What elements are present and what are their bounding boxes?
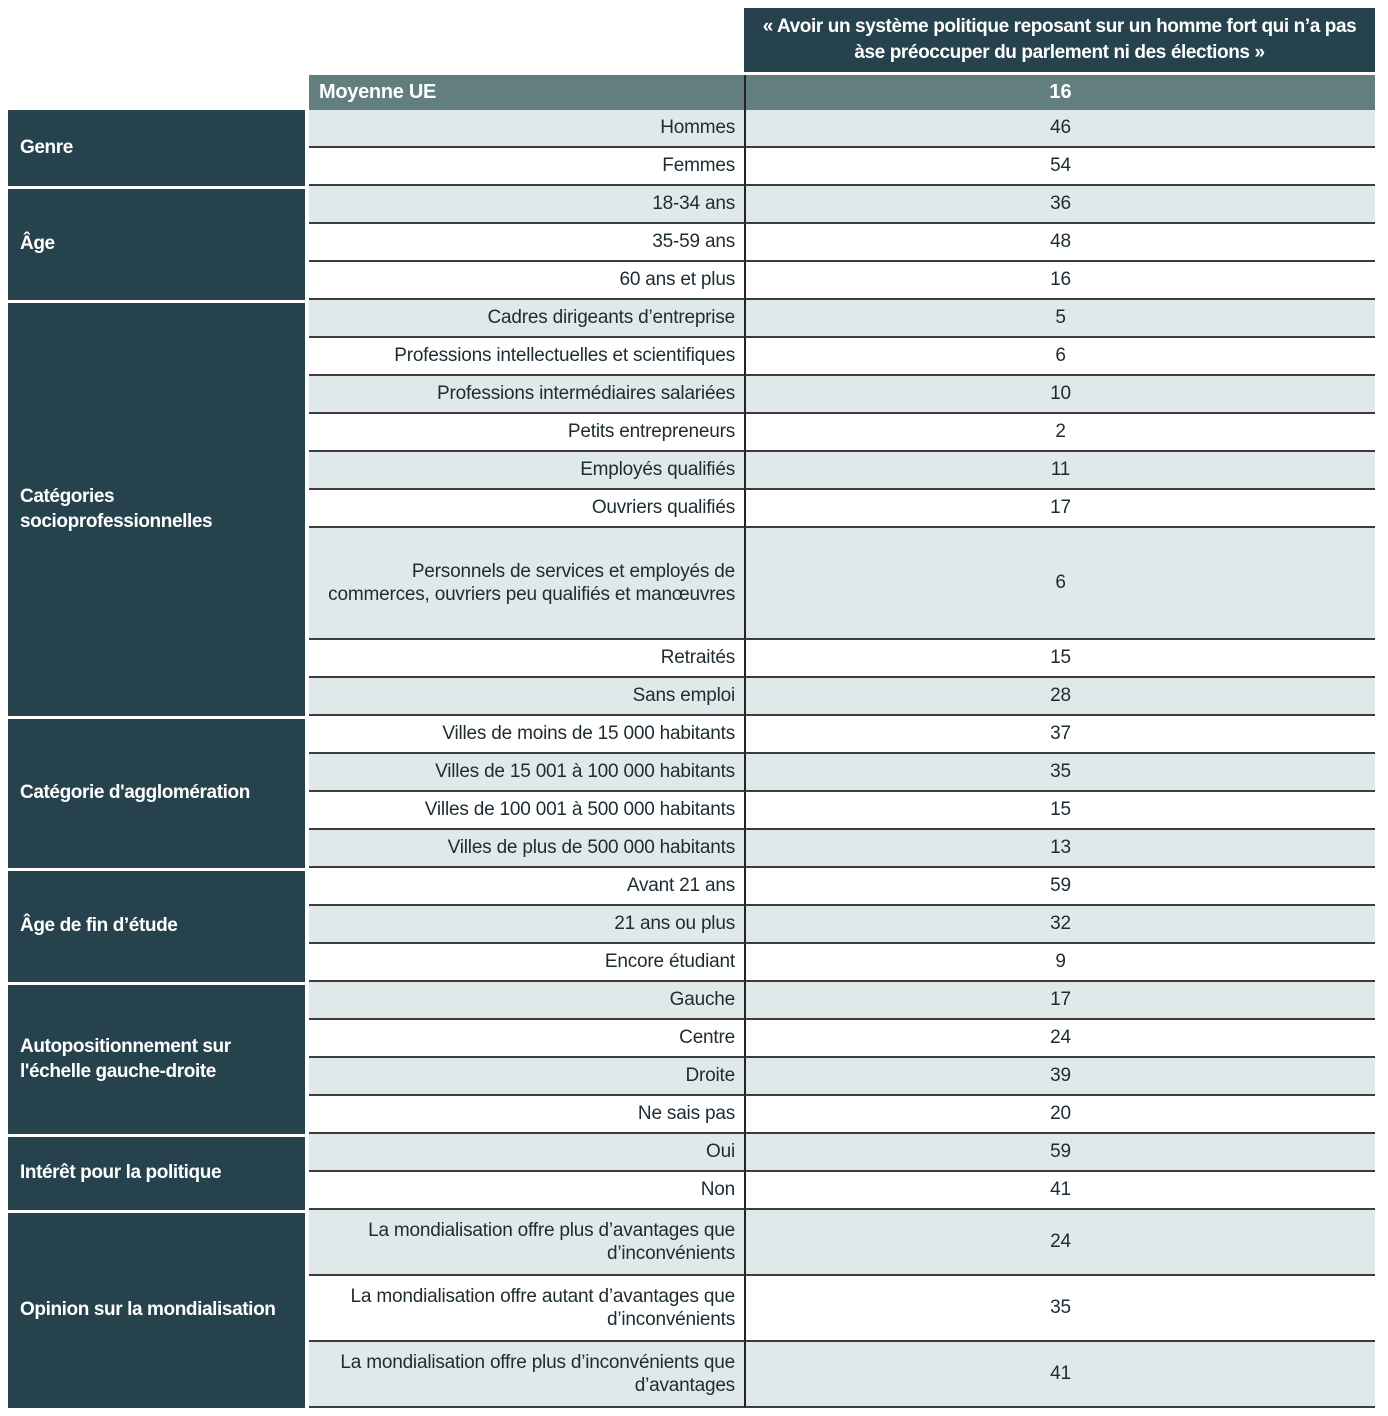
row-value: 35: [744, 754, 1375, 792]
category-column: [8, 110, 305, 1408]
table-row: [309, 982, 1375, 1020]
row-value: 46: [744, 110, 1375, 148]
survey-table: [8, 8, 1388, 1408]
row-value: 35: [744, 1276, 1375, 1342]
category-block: [8, 110, 305, 186]
row-label: Gauche: [309, 982, 744, 1020]
average-label: Moyenne UE: [309, 75, 744, 110]
table-row: [309, 792, 1375, 830]
table-row: [309, 1020, 1375, 1058]
row-value: 15: [744, 792, 1375, 830]
header-spacer: [309, 8, 744, 75]
table-row: [309, 1058, 1375, 1096]
row-value: 15: [744, 640, 1375, 678]
table-row: [309, 868, 1375, 906]
table-row: [309, 300, 1375, 338]
row-label: Retraités: [309, 640, 744, 678]
table-row: [309, 338, 1375, 376]
row-label: Oui: [309, 1134, 744, 1172]
row-label: La mondialisation offre autant d’avantages que d’inconvénients: [309, 1276, 744, 1342]
row-label: Centre: [309, 1020, 744, 1058]
row-value: 36: [744, 186, 1375, 224]
table-row: [309, 452, 1375, 490]
row-value: 24: [744, 1210, 1375, 1276]
average-row: [309, 75, 1375, 110]
row-value: 13: [744, 830, 1375, 868]
row-label: Employés qualifiés: [309, 452, 744, 490]
row-value: 17: [744, 982, 1375, 1020]
row-label: Villes de 15 001 à 100 000 habitants: [309, 754, 744, 792]
row-value: 54: [744, 148, 1375, 186]
average-value: 16: [744, 75, 1375, 110]
row-label: Ne sais pas: [309, 1096, 744, 1134]
table-row: [309, 944, 1375, 982]
row-value: 9: [744, 944, 1375, 982]
table-row: [309, 186, 1375, 224]
header-row: [309, 8, 1375, 75]
row-label: Femmes: [309, 148, 744, 186]
table-row: [309, 110, 1375, 148]
row-label: Sans emploi: [309, 678, 744, 716]
row-value: 6: [744, 338, 1375, 376]
row-label: Petits entrepreneurs: [309, 414, 744, 452]
row-value: 16: [744, 262, 1375, 300]
row-label: Hommes: [309, 110, 744, 148]
row-label: Ouvriers qualifiés: [309, 490, 744, 528]
table-row: [309, 490, 1375, 528]
row-value: 41: [744, 1172, 1375, 1210]
row-label: Professions intellectuelles et scientifiques: [309, 338, 744, 376]
table-row: [309, 640, 1375, 678]
row-value: 39: [744, 1058, 1375, 1096]
row-value: 11: [744, 452, 1375, 490]
table-row: [309, 1096, 1375, 1134]
category-block: [8, 868, 305, 982]
quote-text: « Avoir un système politique reposant sur un homme fort qui n’a pas àse préoccuper du parlement ni des élections »: [762, 16, 1357, 63]
row-label: Professions intermédiaires salariées: [309, 376, 744, 414]
data-columns: [309, 8, 1375, 1408]
table-row: [309, 1342, 1375, 1408]
row-value: 28: [744, 678, 1375, 716]
category-label: Autopositionnement sur l'échelle gauche-droite: [20, 1036, 231, 1082]
table-row: [309, 414, 1375, 452]
table-row: [309, 528, 1375, 640]
table-row: [309, 1276, 1375, 1342]
row-label: La mondialisation offre plus d’avantages que d’inconvénients: [309, 1210, 744, 1276]
row-label: Droite: [309, 1058, 744, 1096]
row-label: 18-34 ans: [309, 186, 744, 224]
row-value: 10: [744, 376, 1375, 414]
row-value: 59: [744, 868, 1375, 906]
category-block: [8, 1210, 305, 1408]
category-block: [8, 716, 305, 868]
category-label: Opinion sur la mondialisation: [20, 1299, 276, 1321]
row-label: Cadres dirigeants d’entreprise: [309, 300, 744, 338]
category-label: Intérêt pour la politique: [20, 1162, 222, 1184]
row-label: Villes de plus de 500 000 habitants: [309, 830, 744, 868]
row-label: Villes de moins de 15 000 habitants: [309, 716, 744, 754]
table-row: [309, 1172, 1375, 1210]
table-row: [309, 224, 1375, 262]
category-block: [8, 982, 305, 1134]
row-value: 48: [744, 224, 1375, 262]
row-label: Villes de 100 001 à 500 000 habitants: [309, 792, 744, 830]
category-block: [8, 300, 305, 716]
row-value: 5: [744, 300, 1375, 338]
row-value: 17: [744, 490, 1375, 528]
table-row: [309, 754, 1375, 792]
table-row: [309, 830, 1375, 868]
table-row: [309, 148, 1375, 186]
row-label: Personnels de services et employés de commerces, ouvriers peu qualifiés et manœuvres: [309, 528, 744, 640]
table-row: [309, 716, 1375, 754]
row-value: 37: [744, 716, 1375, 754]
row-label: La mondialisation offre plus d’inconvénients que d’avantages: [309, 1342, 744, 1408]
row-label: 35-59 ans: [309, 224, 744, 262]
row-value: 6: [744, 528, 1375, 640]
row-label: 21 ans ou plus: [309, 906, 744, 944]
row-label: Avant 21 ans: [309, 868, 744, 906]
table-row: [309, 678, 1375, 716]
table-row: [309, 906, 1375, 944]
table-row: [309, 376, 1375, 414]
category-label: Âge de fin d’étude: [20, 915, 178, 937]
row-value: 20: [744, 1096, 1375, 1134]
quote-header: [744, 8, 1375, 72]
rows: [309, 110, 1375, 1408]
category-label: Âge: [20, 233, 55, 255]
category-block: [8, 186, 305, 300]
row-label: 60 ans et plus: [309, 262, 744, 300]
table-row: [309, 262, 1375, 300]
row-label: Encore étudiant: [309, 944, 744, 982]
row-value: 41: [744, 1342, 1375, 1408]
row-value: 32: [744, 906, 1375, 944]
category-label: Catégories socioprofessionnelles: [20, 486, 213, 532]
row-value: 24: [744, 1020, 1375, 1058]
row-value: 59: [744, 1134, 1375, 1172]
row-value: 2: [744, 414, 1375, 452]
table-row: [309, 1134, 1375, 1172]
row-label: Non: [309, 1172, 744, 1210]
category-label: Catégorie d'agglomération: [20, 782, 250, 804]
table-row: [309, 1210, 1375, 1276]
category-label: Genre: [20, 136, 73, 158]
category-block: [8, 1134, 305, 1210]
